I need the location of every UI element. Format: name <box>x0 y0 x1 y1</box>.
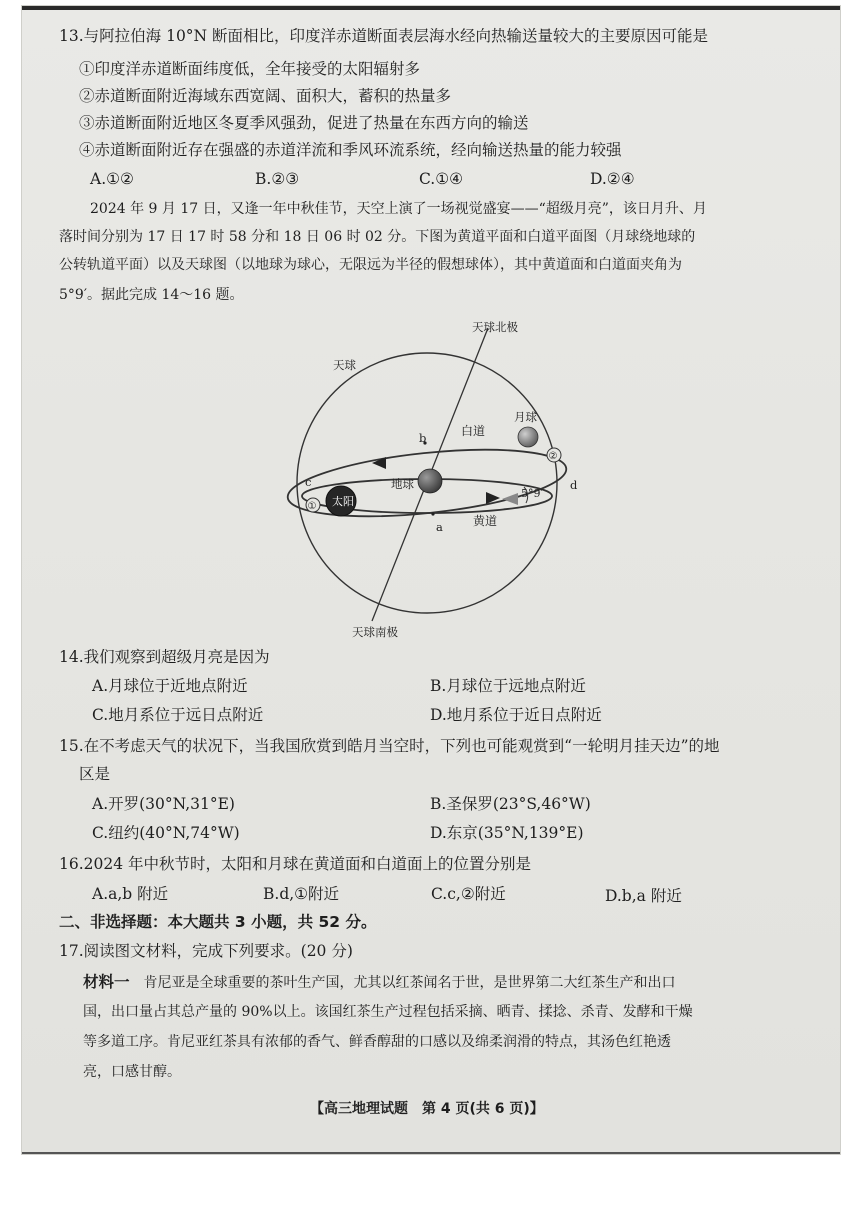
q14-option-a: A.月球位于近地点附近 <box>92 677 248 695</box>
q13-item-2: ②赤道断面附近海域东西宽阔、面积大，蓄积的热量多 <box>79 87 452 105</box>
q16-option-b: B.d,①附近 <box>263 885 340 903</box>
material-line-2: 国，出口量占其总产量的 90%以上。该国红茶生产过程包括采摘、晒青、揉捻、杀青、发酵和干燥 <box>83 1004 693 1020</box>
q14-option-b: B.月球位于远地点附近 <box>430 677 586 695</box>
moon-icon <box>518 427 538 447</box>
label-sphere: 天球 <box>333 358 356 372</box>
earth-icon <box>418 469 442 493</box>
q15-option-c: C.纽约(40°N,74°W) <box>92 824 240 842</box>
q15-option-b: B.圣保罗(23°S,46°W) <box>430 795 591 813</box>
label-moon: 月球 <box>514 410 537 424</box>
q15-option-a: A.开罗(30°N,31°E) <box>92 795 235 813</box>
page-top-edge <box>22 6 840 10</box>
q16-stem: 16.2024 年中秋节时，太阳和月球在黄道面和白道面上的位置分别是 <box>59 855 532 873</box>
section-2-heading: 二、非选择题：本大题共 3 小题，共 52 分。 <box>59 913 377 931</box>
material-line-4: 亮，口感甘醇。 <box>83 1064 181 1080</box>
angle-mark <box>502 493 518 505</box>
label-ecliptic: 黄道 <box>473 514 498 528</box>
intro-line-3: 公转轨道平面）以及天球图（以地球为球心，无限远为半径的假想球体），其中黄道面和白道面夹角为 <box>59 257 682 273</box>
point-a-dot <box>431 512 434 515</box>
label-point-d: d <box>570 478 578 492</box>
label-point-a: a <box>436 520 443 534</box>
label-point-b: b <box>419 431 427 445</box>
label-pos-2: ② <box>548 451 558 462</box>
label-sun: 太阳 <box>332 495 354 508</box>
q13-item-3: ③赤道断面附近地区冬夏季风强劲，促进了热量在东西方向的输送 <box>79 114 529 132</box>
label-point-c: c <box>305 475 312 489</box>
label-north-pole: 天球北极 <box>472 320 518 334</box>
q13-option-c: C.①④ <box>419 170 464 188</box>
intro-line-1: 2024 年 9 月 17 日，又逢一年中秋佳节，天空上演了一场视觉盛宴——“超级月亮”，该日月升、月 <box>90 201 707 217</box>
label-earth: 地球 <box>391 477 414 491</box>
label-angle: 5°9′ <box>521 487 543 500</box>
celestial-sphere-diagram <box>262 311 582 641</box>
q14-stem: 14.我们观察到超级月亮是因为 <box>59 648 270 666</box>
label-moon-orbit: 白道 <box>461 424 486 438</box>
material-line-1: 肯尼亚是全球重要的茶叶生产国，尤其以红茶闻名于世，是世界第二大红茶生产和出口 <box>143 975 676 991</box>
q13-option-d: D.②④ <box>590 170 635 188</box>
q13-option-b: B.②③ <box>255 170 300 188</box>
label-pos-1: ① <box>307 501 317 512</box>
exam-page <box>22 6 840 1154</box>
intro-line-2: 落时间分别为 17 日 17 时 58 分和 18 日 06 时 02 分。下图为黄道平面和白道平面图（月球绕地球的 <box>59 229 696 245</box>
q14-option-c: C.地月系位于远日点附近 <box>92 706 264 724</box>
q13-item-1: ①印度洋赤道断面纬度低，全年接受的太阳辐射多 <box>79 60 421 78</box>
q14-option-d: D.地月系位于近日点附近 <box>430 706 602 724</box>
page-bottom-edge <box>22 1152 840 1154</box>
material-label: 材料一 <box>83 973 130 991</box>
q17-stem: 17.阅读图文材料，完成下列要求。(20 分) <box>59 942 353 960</box>
label-south-pole: 天球南极 <box>352 625 398 639</box>
q16-option-d: D.b,a 附近 <box>605 887 682 905</box>
q15-stem-continued: 区是 <box>79 765 111 783</box>
page-footer: 【高三地理试题 第 4 页(共 6 页)】 <box>310 1101 544 1117</box>
q13-stem: 13.与阿拉伯海 10°N 断面相比，印度洋赤道断面表层海水经向热输送量较大的主要原因可能是 <box>59 27 709 45</box>
q16-option-c: C.c,②附近 <box>431 885 506 903</box>
q15-stem: 15.在不考虑天气的状况下，当我国欣赏到皓月当空时，下列也可能观赏到“一轮明月挂天边”的地 <box>59 737 720 755</box>
q13-item-4: ④赤道断面附近存在强盛的赤道洋流和季风环流系统，经向输送热量的能力较强 <box>79 141 622 159</box>
q13-option-a: A.①② <box>90 170 134 188</box>
material-line-3: 等多道工序。肯尼亚红茶具有浓郁的香气、鲜香醇甜的口感以及绵柔润滑的特点，其汤色红艳透 <box>83 1034 671 1050</box>
q17-material-row-1 <box>83 972 676 993</box>
intro-line-4: 5°9′。据此完成 14～16 题。 <box>59 287 244 303</box>
q15-option-d: D.东京(35°N,139°E) <box>430 824 584 842</box>
q16-option-a: A.a,b 附近 <box>92 885 169 903</box>
